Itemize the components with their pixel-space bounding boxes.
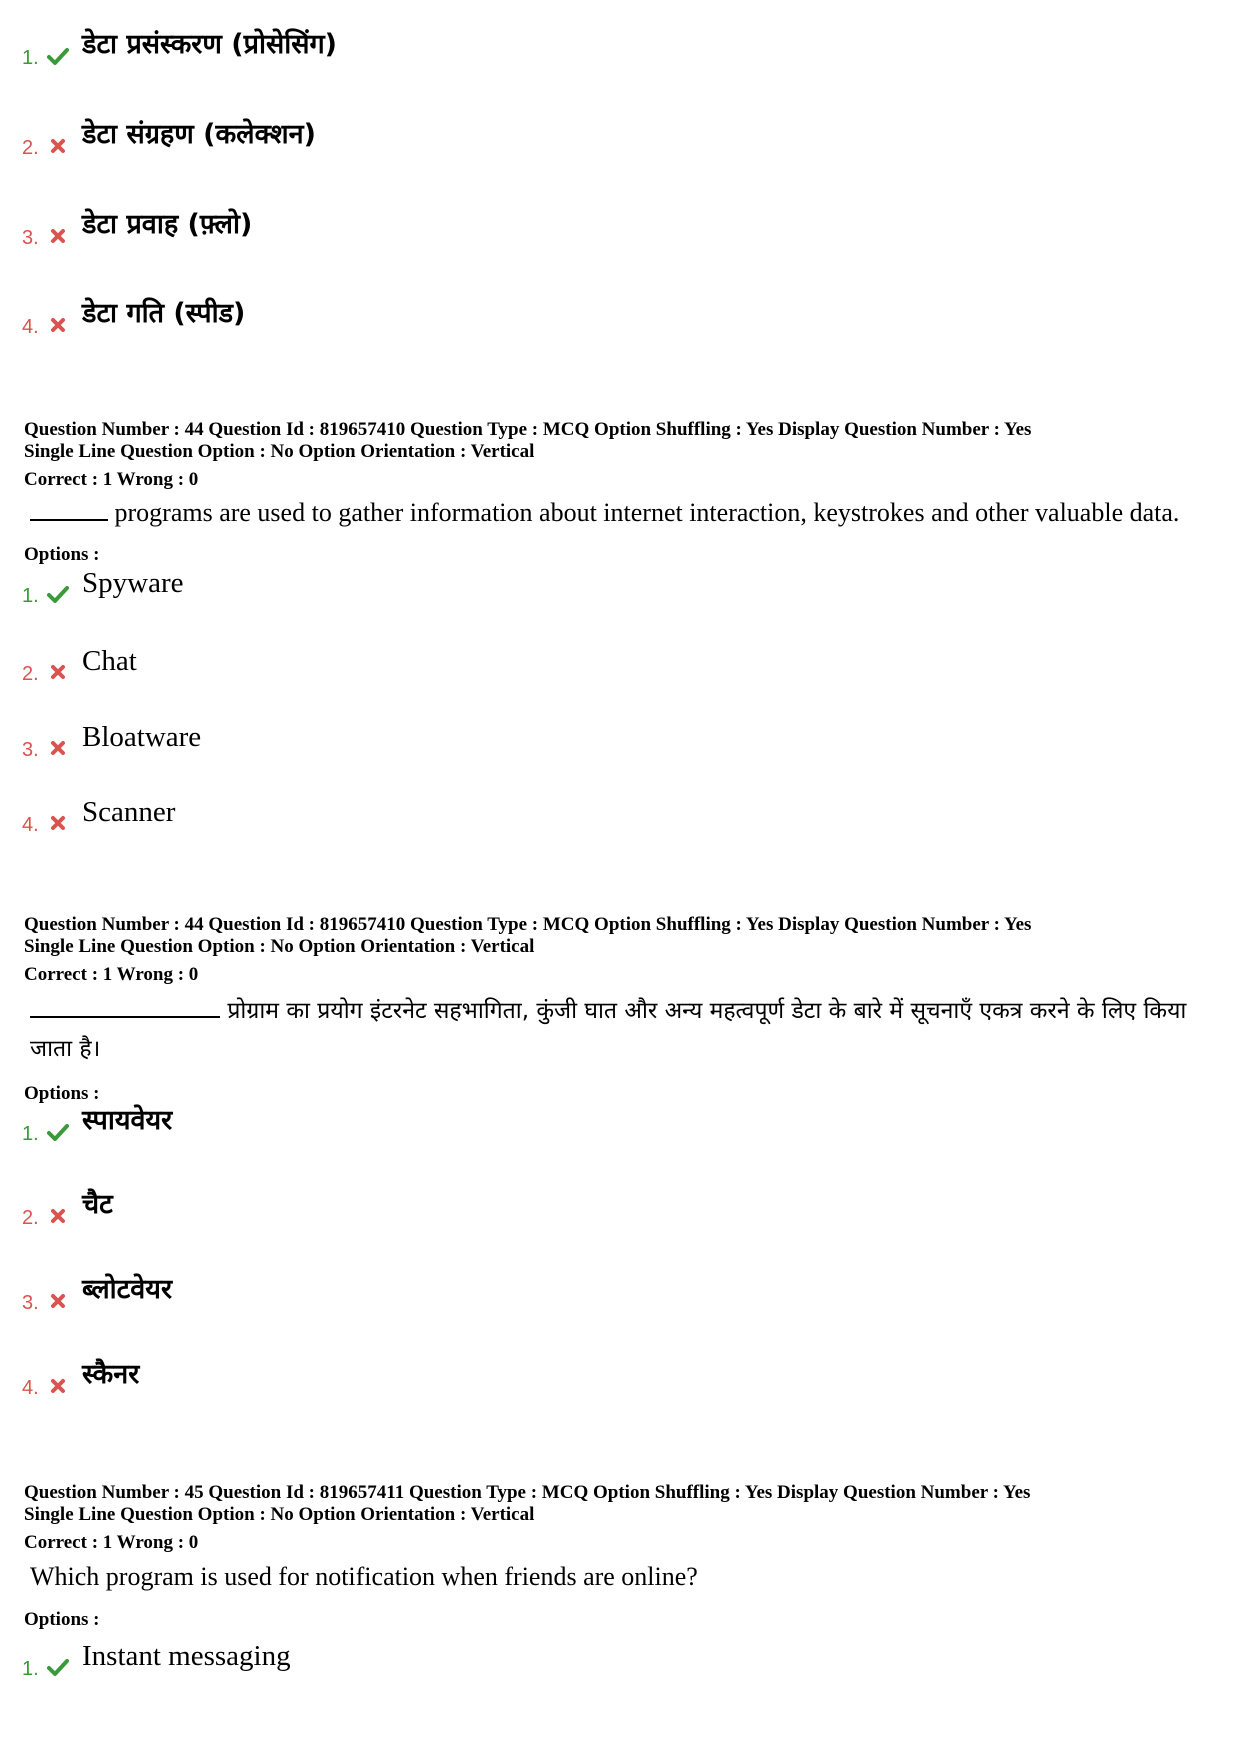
option-number: 1. (22, 585, 39, 607)
cross-icon (46, 811, 70, 835)
question-meta-line: Question Number : 44 Question Id : 819657410 Question Type : MCQ Option Shuffling : Yes Display Question Number : Yes (24, 914, 1032, 935)
cross-icon (46, 736, 70, 760)
option-text: चैट (82, 1189, 113, 1220)
check-icon (46, 44, 70, 68)
correct-wrong-marks: Correct : 1 Wrong : 0 (24, 1532, 199, 1553)
options-label: Options : (24, 544, 100, 565)
option-number: 2. (22, 1207, 39, 1229)
cross-icon (46, 1289, 70, 1313)
option-text: डेटा गति (स्पीड) (82, 298, 246, 329)
check-icon (46, 1120, 70, 1144)
option-number: 3. (22, 1292, 39, 1314)
option-row (22, 102, 1172, 162)
correct-wrong-marks: Correct : 1 Wrong : 0 (24, 964, 199, 985)
question-meta-line: Single Line Question Option : No Option Orientation : Vertical (24, 441, 535, 462)
option-text: डेटा संग्रहण (कलेक्शन) (82, 119, 316, 150)
cross-icon (46, 660, 70, 684)
options-label: Options : (24, 1609, 100, 1630)
option-text: Scanner (82, 796, 176, 828)
option-number: 4. (22, 814, 39, 836)
option-number: 3. (22, 227, 39, 249)
question-text: Which program is used for notification when friends are online? (30, 1562, 698, 1591)
option-number: 4. (22, 1377, 39, 1399)
option-row (22, 704, 1172, 764)
question-meta-line: Single Line Question Option : No Option Orientation : Vertical (24, 1504, 535, 1525)
correct-wrong-marks: Correct : 1 Wrong : 0 (24, 469, 199, 490)
option-row (22, 1623, 1172, 1683)
fill-blank (30, 519, 108, 521)
fill-blank (30, 1016, 220, 1018)
option-number: 1. (22, 47, 39, 69)
option-row (22, 1088, 1172, 1148)
option-row (22, 12, 1172, 72)
option-text: डेटा प्रसंस्करण (प्रोसेसिंग) (82, 29, 337, 60)
cross-icon (46, 313, 70, 337)
option-number: 2. (22, 137, 39, 159)
cross-icon (46, 1374, 70, 1398)
option-text: डेटा प्रवाह (फ़्लो) (82, 209, 253, 240)
check-icon (46, 582, 70, 606)
option-row (22, 550, 1172, 610)
cross-icon (46, 224, 70, 248)
question-text (30, 496, 1210, 530)
option-text: Bloatware (82, 721, 202, 753)
option-number: 3. (22, 739, 39, 761)
question-body: प्रोग्राम का प्रयोग इंटरनेट सहभागिता, कुंजी घात और अन्य महत्वपूर्ण डेटा के बारे में सूचनाएँ एकत्र करने के लिए किया जाता है। (30, 998, 1187, 1062)
question-body: programs are used to gather information about internet interaction, keystrokes and other valuable data. (114, 498, 1180, 527)
option-text: ब्लोटवेयर (82, 1274, 172, 1305)
option-row (22, 192, 1172, 252)
cross-icon (46, 134, 70, 158)
option-text: स्कैनर (82, 1359, 140, 1390)
cross-icon (46, 1204, 70, 1228)
option-row (22, 1342, 1172, 1402)
option-text: Spyware (82, 567, 184, 599)
option-text: Instant messaging (82, 1640, 291, 1672)
option-row (22, 1172, 1172, 1232)
option-row (22, 281, 1172, 341)
options-label: Options : (24, 1083, 100, 1104)
option-text: Chat (82, 645, 137, 677)
option-number: 4. (22, 316, 39, 338)
option-row (22, 1257, 1172, 1317)
option-number: 1. (22, 1123, 39, 1145)
option-text: स्पायवेयर (82, 1105, 173, 1136)
question-meta-line: Question Number : 44 Question Id : 819657410 Question Type : MCQ Option Shuffling : Yes Display Question Number : Yes (24, 419, 1032, 440)
question-meta-line: Question Number : 45 Question Id : 819657411 Question Type : MCQ Option Shuffling : Yes Display Question Number : Yes (24, 1482, 1031, 1503)
option-number: 1. (22, 1658, 39, 1680)
question-meta-line: Single Line Question Option : No Option Orientation : Vertical (24, 936, 535, 957)
question-text (30, 992, 1210, 1068)
check-icon (46, 1655, 70, 1679)
option-row (22, 628, 1172, 688)
option-number: 2. (22, 663, 39, 685)
option-row (22, 779, 1172, 839)
